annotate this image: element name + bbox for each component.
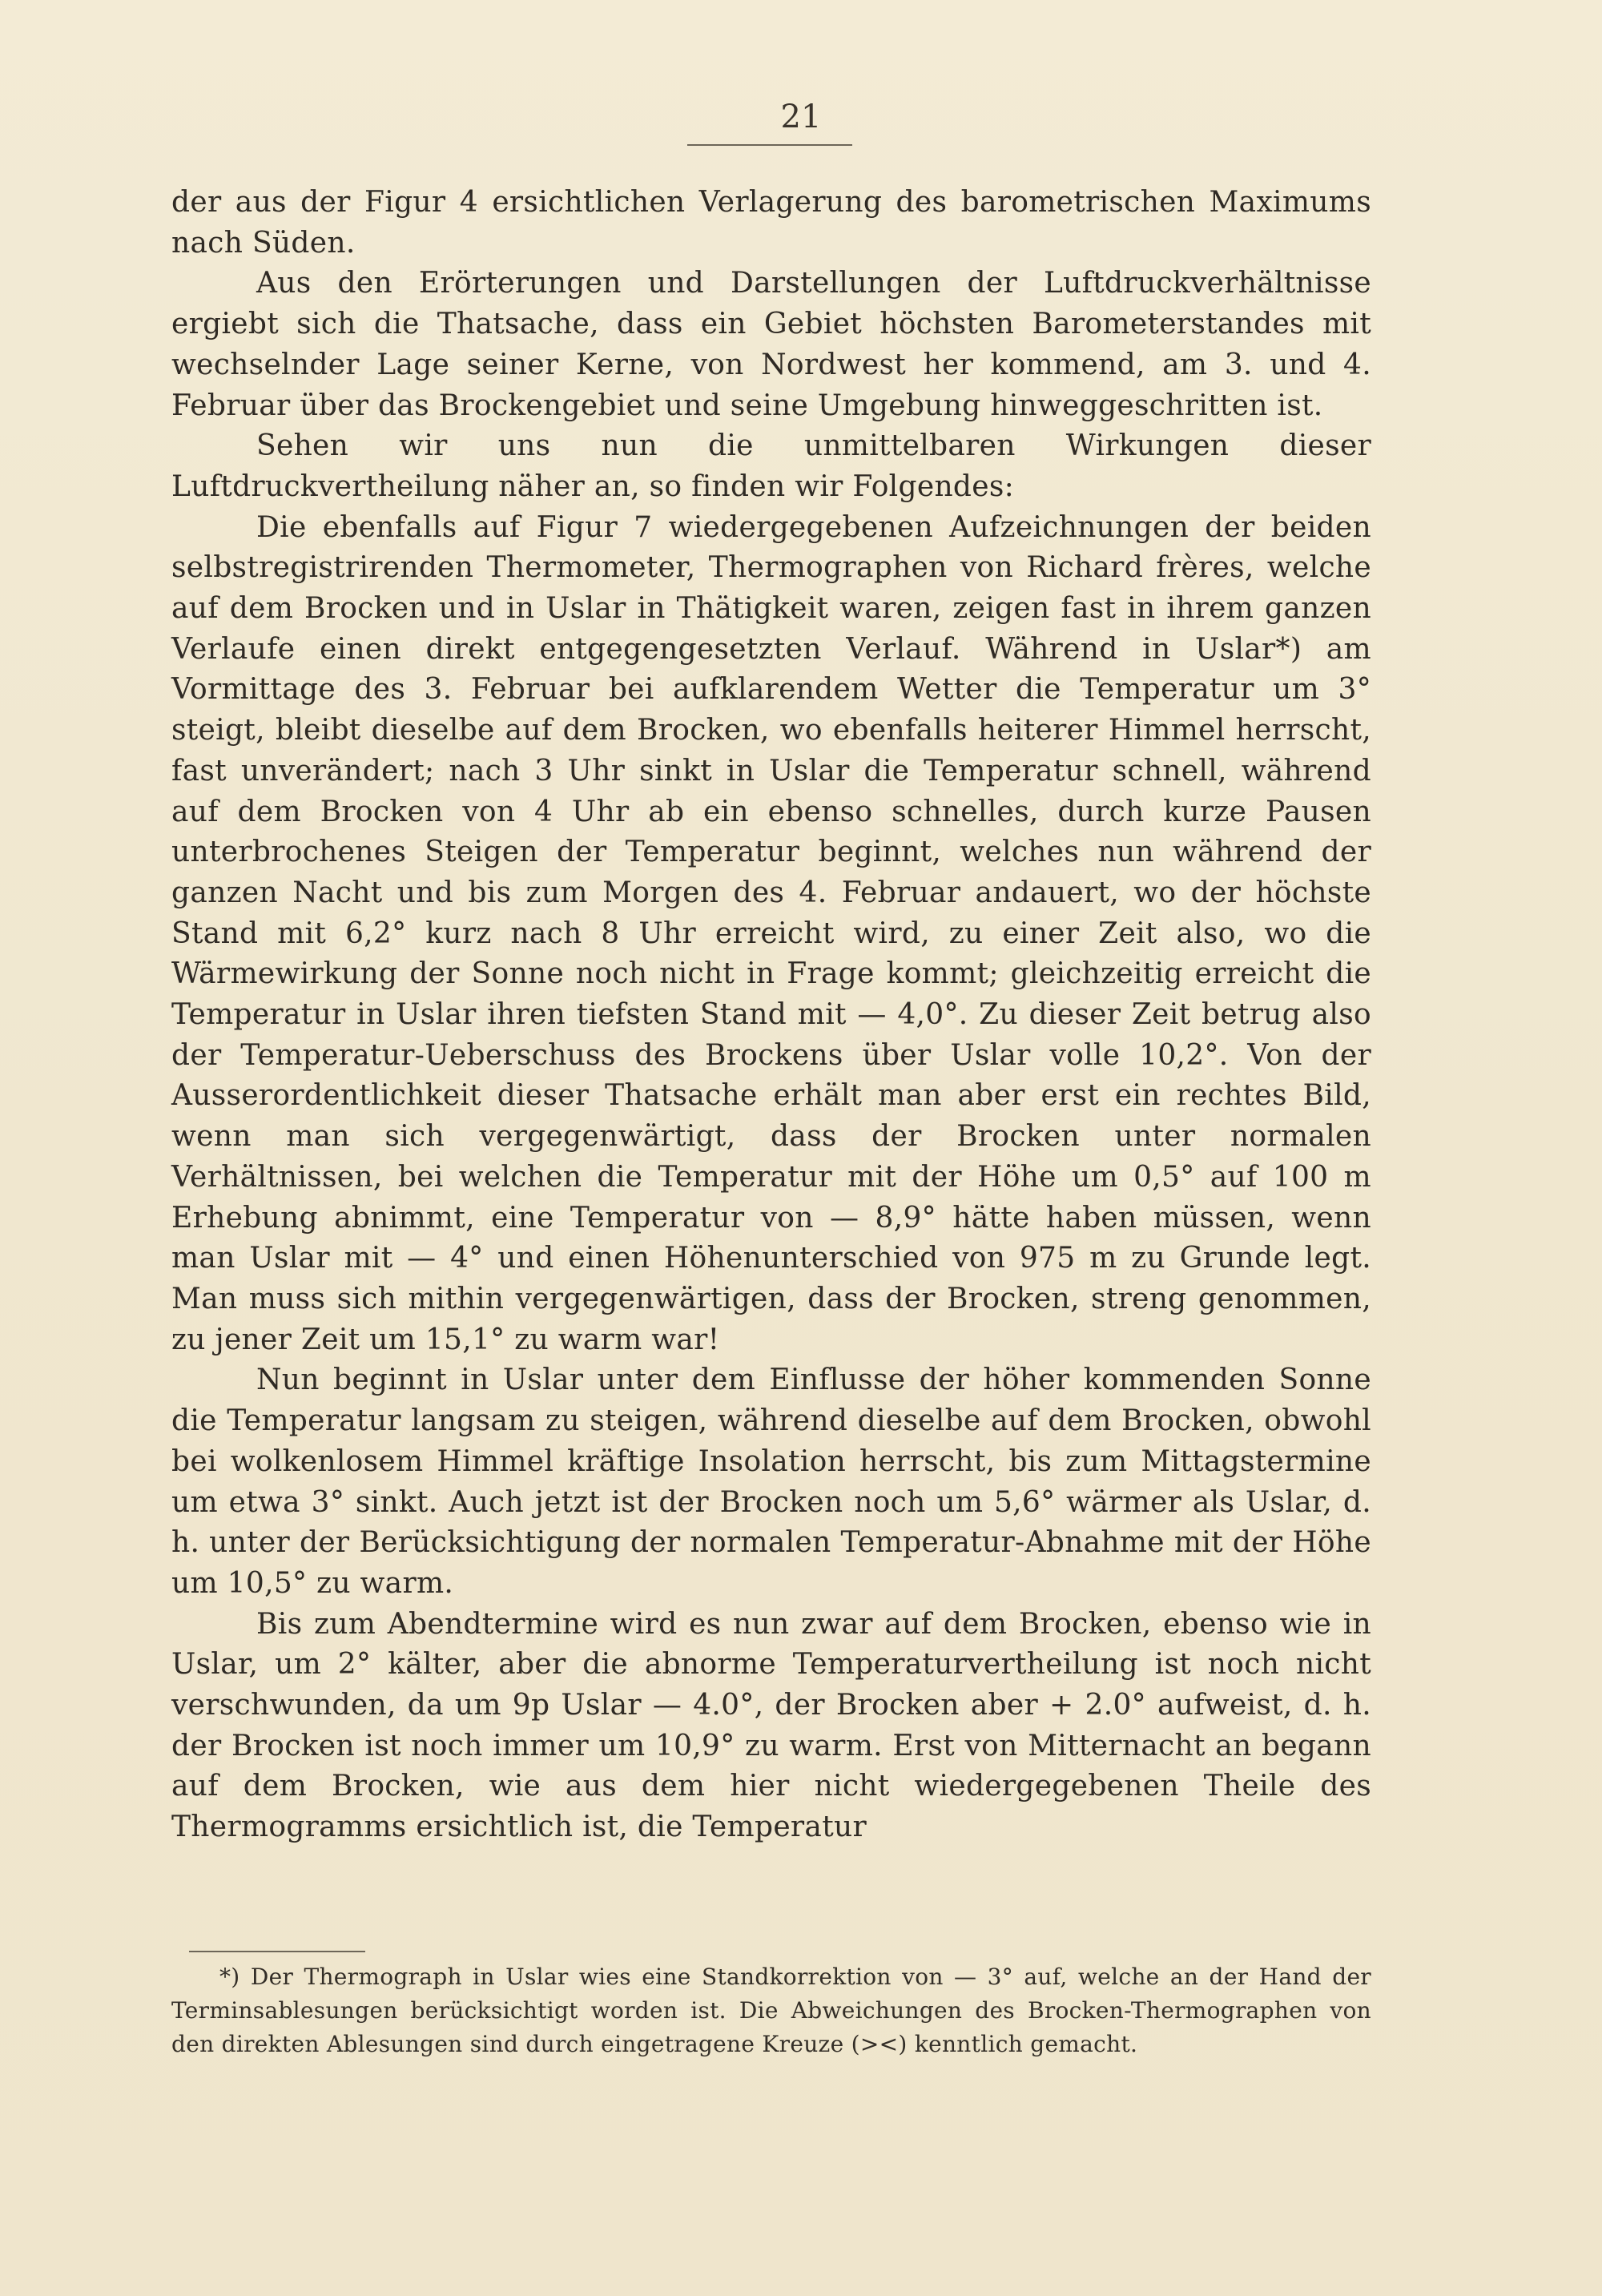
paragraph: Aus den Erörterungen und Darstellungen der Luftdruckverhältnisse ergiebt sich die Thatsache, dass ein Gebiet höchsten Barometerstandes mit wechselnder Lage seiner Kerne, von Nordwest her kommend, am 3. und 4. Februar über das Brockengebiet und seine Umgebung hinweggeschritten ist. [171, 267, 1371, 422]
paragraph: Nun beginnt in Uslar unter dem Einflusse der höher kommenden Sonne die Temperatur langsam zu steigen, während dieselbe auf dem Brocken, obwohl bei wolkenlosem Himmel kräftige Insolation herrscht, bis zum Mittagstermine um etwa 3° sinkt. Auch jetzt ist der Brocken noch um 5,6° wärmer als Uslar, d. h. unter der Berücksichtigung der normalen Temperatur-Abnahme mit der Höhe um 10,5° zu warm. [171, 1364, 1371, 1600]
footnote-rule [189, 1951, 365, 1952]
header-rule [687, 144, 852, 146]
paragraph: Sehen wir uns nun die unmittelbaren Wirkungen dieser Luftdruckvertheilung näher an, so finden wir Folgendes: [171, 429, 1371, 503]
paragraph: Bis zum Abendtermine wird es nun zwar auf dem Brocken, ebenso wie in Uslar, um 2° kälter, aber die abnorme Temperaturvertheilung ist noch nicht verschwunden, da um 9p Uslar — 4.0°, der Brocken aber + 2.0° aufweist, d. h. der Brocken ist noch immer um 10,9° zu warm. Erst von Mitternacht an begann auf dem Brocken, wie aus dem hier nicht wiedergegebenen Theile des Thermogramms ersichtlich ist, die Temperatur [171, 1607, 1371, 1844]
paragraph-continuation: der aus der Figur 4 ersichtlichen Verlagerung des barometrischen Maximums nach Süden. [171, 186, 1371, 260]
body-text [171, 183, 1371, 1848]
paragraph: Die ebenfalls auf Figur 7 wiedergegebenen Aufzeichnungen der beiden selbstregistrirenden Thermometer, Thermographen von Richard frères, welche auf dem Brocken und in Uslar in Thätigkeit waren, zeigen fast in ihrem ganzen Verlaufe einen direkt entgegengesetzten Verlauf. Während in Uslar*) am Vormittage des 3. Februar bei aufklarendem Wetter die Temperatur um 3° steigt, bleibt dieselbe auf dem Brocken, wo ebenfalls heiterer Himmel herrscht, fast unverändert; nach 3 Uhr sinkt in Uslar die Temperatur schnell, während auf dem Brocken von 4 Uhr ab ein ebenso schnelles, durch kurze Pausen unterbrochenes Steigen der Temperatur beginnt, welches nun während der ganzen Nacht und bis zum Morgen des 4. Februar andauert, wo der höchste Stand mit 6,2° kurz nach 8 Uhr erreicht wird, zu einer Zeit also, wo die Wärmewirkung der Sonne noch nicht in Frage kommt; gleichzeitig erreicht die Temperatur in Uslar ihren tiefsten Stand mit — 4,0°. Zu dieser Zeit betrug also der Temperatur-Ueberschuss des Brockens über Uslar volle 10,2°. Von der Ausserordentlichkeit dieser Thatsache erhält man aber erst ein rechtes Bild, wenn man sich vergegenwärtigt, dass der Brocken unter normalen Verhältnissen, bei welchen die Temperatur mit der Höhe um 0,5° auf 100 m Erhebung abnimmt, eine Temperatur von — 8,9° hätte haben müssen, wenn man Uslar mit — 4° und einen Höhenunterschied von 975 m zu Grunde legt. Man muss sich mithin vergegenwärtigen, dass der Brocken, streng genommen, zu jener Zeit um 15,1° zu warm war! [171, 510, 1371, 1356]
footnote: *) Der Thermograph in Uslar wies eine Standkorrektion von — 3° auf, welche an der Hand der Terminsablesungen berücksichtigt worden ist. Die Abweichungen des Brocken-Thermographen von den direkten Ablesungen sind durch eingetragene Kreuze (><) kenntlich gemacht. [171, 1964, 1371, 2057]
page-number: 21 [780, 99, 822, 135]
